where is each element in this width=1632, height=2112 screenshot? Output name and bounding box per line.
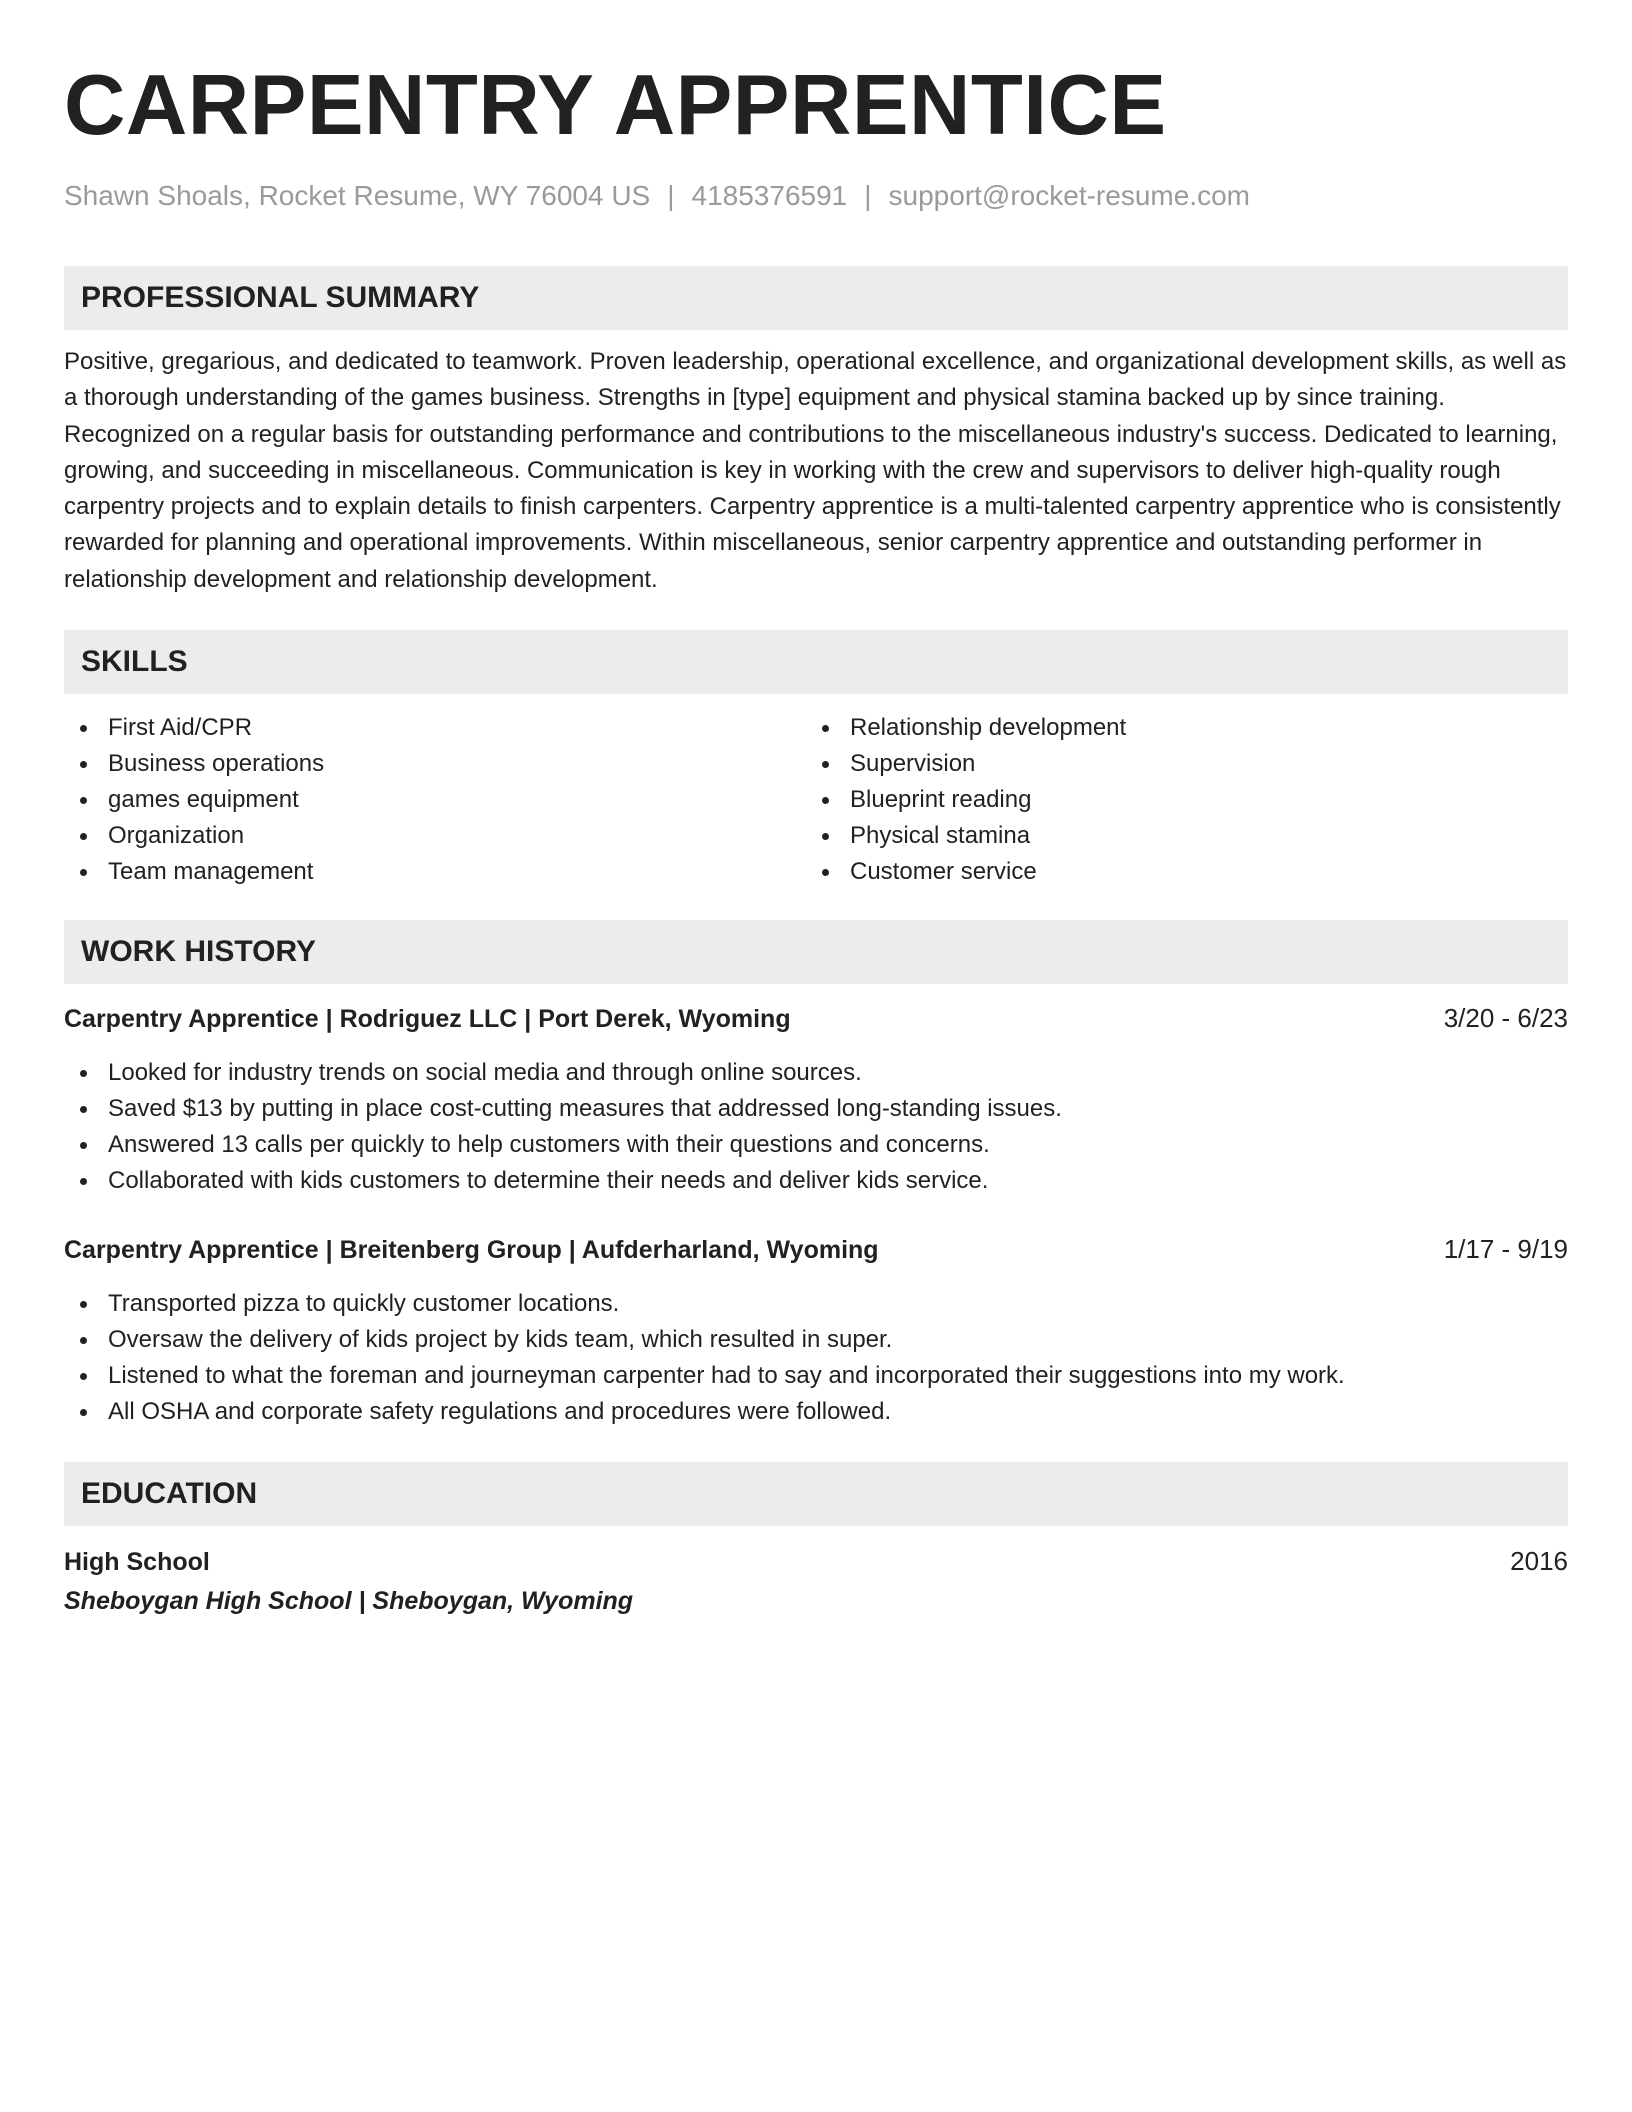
job-bullet: Transported pizza to quickly customer locations. [64,1286,1568,1322]
education-degree: High School [64,1548,210,1577]
contact-line [64,178,1568,214]
job-bullet: Saved $13 by putting in place cost-cutting measures that addressed long-standing issues. [64,1091,1568,1127]
job-entry [64,1000,1568,1199]
skill-item: First Aid/CPR [64,710,806,746]
job-header [64,1231,1568,1268]
skills-heading: SKILLS [64,630,1568,694]
job-bullet: Listened to what the foreman and journeyman carpenter had to say and incorporated their suggestions into my work. [64,1358,1568,1394]
skills-column-right [806,710,1548,890]
job-title: Carpentry Apprentice | Breitenberg Group | Aufderharland, Wyoming [64,1236,879,1265]
job-title: Carpentry Apprentice | Rodriguez LLC | Port Derek, Wyoming [64,1005,791,1034]
skill-item: Team management [64,854,806,890]
job-bullet: Looked for industry trends on social media and through online sources. [64,1055,1568,1091]
summary-heading: PROFESSIONAL SUMMARY [64,266,1568,330]
resume-name: CARPENTRY APPRENTICE [64,58,1167,153]
contact-separator: | [667,180,675,211]
skill-item: Customer service [806,854,1548,890]
education-year: 2016 [1510,1546,1568,1577]
job-entry [64,1231,1568,1430]
job-dates: 1/17 - 9/19 [1443,1234,1568,1265]
education-school: Sheboygan High School | Sheboygan, Wyoming [64,1587,634,1616]
skill-item: Organization [64,818,806,854]
skill-item: Relationship development [806,710,1548,746]
job-bullets [64,1055,1568,1199]
skills-list [64,710,1568,890]
job-bullets [64,1286,1568,1430]
job-bullet: Collaborated with kids customers to determine their needs and deliver kids service. [64,1163,1568,1199]
contact-separator: | [864,180,872,211]
education-heading: EDUCATION [64,1462,1568,1526]
work-history-heading: WORK HISTORY [64,920,1568,984]
contact-phone: 4185376591 [691,180,848,211]
summary-text: Positive, gregarious, and dedicated to teamwork. Proven leadership, operational excellence, and organizational development skills, as well as a thorough understanding of the games business. Strengths in [type] equipment and physical stamina backed up by since training. Recognized on a regular basis for outstanding performance and contributions to the miscellaneous industry's success. Dedicated to learning, growing, and succeeding in miscellaneous. Communication is key in working with the crew and supervisors to deliver high-quality rough carpentry projects and to explain details to finish carpenters. Carpentry apprentice is a multi-talented carpentry apprentice who is consistently rewarded for planning and operational improvements. Within miscellaneous, senior carpentry apprentice and outstanding performer in relationship development and relationship development. [64,348,1567,593]
skill-item: Blueprint reading [806,782,1548,818]
skill-item: Physical stamina [806,818,1548,854]
skill-item: Supervision [806,746,1548,782]
skills-column-left [64,710,806,890]
skill-item: games equipment [64,782,806,818]
job-header [64,1000,1568,1037]
contact-address: Shawn Shoals, Rocket Resume, WY 76004 US [64,180,651,211]
contact-email: support@rocket-resume.com [888,180,1250,211]
job-dates: 3/20 - 6/23 [1443,1003,1568,1034]
job-bullet: Oversaw the delivery of kids project by kids team, which resulted in super. [64,1322,1568,1358]
job-bullet: Answered 13 calls per quickly to help customers with their questions and concerns. [64,1127,1568,1163]
education-entry [64,1542,1568,1621]
resume-page [64,56,1568,1621]
education-header [64,1542,1568,1581]
job-bullet: All OSHA and corporate safety regulations and procedures were followed. [64,1394,1568,1430]
skill-item: Business operations [64,746,806,782]
